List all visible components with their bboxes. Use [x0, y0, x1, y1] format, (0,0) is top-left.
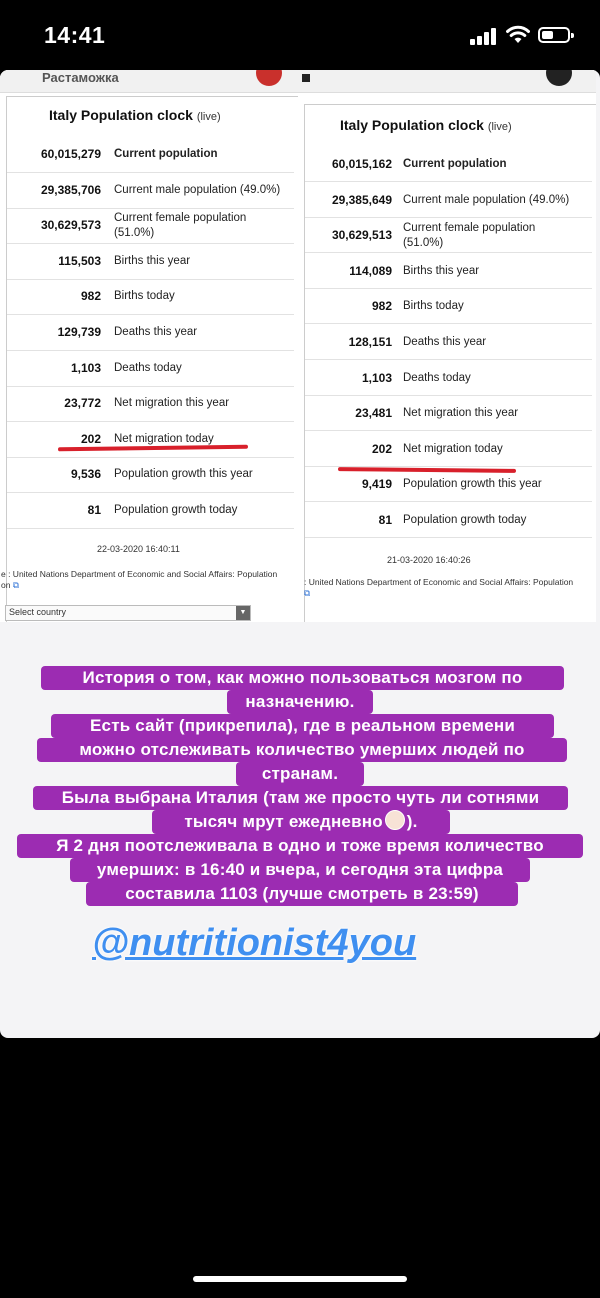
- stat-value: 30,629,513: [331, 228, 392, 243]
- chevron-down-icon: ▼: [236, 606, 250, 620]
- caption-line: составила 1103 (лучше смотреть в 23:59): [86, 882, 518, 906]
- panel-title: [340, 117, 512, 133]
- battery-icon: [538, 27, 570, 43]
- source-text: [304, 577, 573, 599]
- stat-label-line-2: (51.0%): [403, 237, 444, 250]
- caption-line: назначению.: [227, 690, 373, 714]
- caption-line: История о том, как можно пользоваться мозгом по: [41, 666, 564, 690]
- panel-title-text: Italy Population clock: [49, 107, 193, 123]
- population-clock-panel: [304, 104, 596, 622]
- stat-value: 81: [378, 513, 392, 527]
- stat-label: Current population: [403, 158, 507, 170]
- source-line-2: [1, 580, 277, 591]
- select-country-text: Select country: [9, 607, 67, 617]
- stat-row: [305, 288, 592, 324]
- stat-value: 81: [87, 503, 101, 517]
- stat-row: [305, 360, 592, 396]
- wifi-icon: [506, 24, 530, 44]
- home-indicator[interactable]: [193, 1276, 407, 1282]
- cropped-header: [298, 70, 596, 93]
- caption-line-text: тысяч мрут ежедневно: [184, 812, 383, 831]
- timestamp: 22-03-2020 16:40:11: [97, 544, 180, 554]
- stat-label: Deaths this year: [114, 326, 198, 338]
- stat-value: 114,089: [349, 263, 392, 278]
- stat-label: [114, 211, 246, 241]
- stat-label: Current male population (49.0%): [403, 193, 570, 206]
- panel-title: [49, 107, 221, 123]
- stat-value: 9,419: [361, 477, 392, 492]
- stat-value: 202: [371, 441, 392, 456]
- cropped-header-text: Растаможка: [42, 70, 119, 85]
- select-country-dropdown[interactable]: [5, 605, 251, 621]
- stat-label: Deaths today: [114, 361, 182, 374]
- stat-label: Net migration this year: [403, 407, 519, 420]
- stat-row: [305, 217, 592, 253]
- stat-value: 129,739: [57, 325, 101, 339]
- stat-value: 60,015,162: [331, 157, 392, 171]
- stat-row: [305, 431, 592, 467]
- stat-value: 30,629,573: [40, 218, 101, 233]
- live-label: (live): [487, 121, 512, 133]
- stat-label: Births this year: [114, 254, 191, 267]
- cropped-logo-icon: [546, 70, 572, 86]
- stat-label: Births today: [114, 290, 175, 303]
- caption-line: Была выбрана Италия (там же просто чуть ли сотнями: [33, 786, 568, 810]
- stat-value: 1,103: [361, 370, 392, 385]
- stat-label: Current population: [114, 148, 218, 160]
- stat-value: 60,015,279: [40, 147, 101, 161]
- caption-line-text: ).: [406, 812, 418, 831]
- stat-row: [7, 457, 294, 493]
- caption-line: странам.: [236, 762, 364, 786]
- stat-row: [7, 244, 294, 280]
- cropped-square-icon: [302, 74, 310, 82]
- stat-row: [305, 324, 592, 360]
- status-time: 14:41: [44, 22, 106, 48]
- caption-line: Есть сайт (прикрепила), где в реальном времени: [51, 714, 554, 738]
- stat-label: Deaths this year: [403, 336, 487, 348]
- stat-label: Current male population (49.0%): [114, 183, 281, 196]
- stat-label: Births today: [403, 300, 464, 313]
- stat-value: 115,503: [58, 253, 101, 268]
- stat-label: Population growth this year: [114, 468, 253, 481]
- population-clock-panel: [1, 96, 298, 622]
- stat-row: [7, 493, 294, 529]
- stat-row: [7, 422, 294, 458]
- caption-line: [152, 810, 450, 834]
- stat-label: [403, 221, 535, 251]
- population-clock-screenshot-left: [0, 70, 298, 622]
- stat-label: Net migration today: [403, 442, 503, 455]
- stat-row: [305, 395, 592, 431]
- caption-line: умерших: в 16:40 и вчера, и сегодня эта цифра: [70, 858, 530, 882]
- cellular-signal-icon: [470, 27, 500, 45]
- stat-row: [305, 146, 592, 182]
- stat-label: Population growth this year: [403, 478, 542, 491]
- mention-sticker[interactable]: @nutritionist4you: [92, 922, 417, 964]
- stat-row: [305, 502, 592, 538]
- stat-row: [7, 137, 294, 173]
- external-link-icon[interactable]: ⧉: [304, 588, 311, 598]
- stat-label: Net migration this year: [114, 397, 230, 410]
- stat-value: 23,772: [64, 396, 101, 411]
- stat-label-line-1: Current female population: [114, 212, 247, 225]
- stat-value: 23,481: [355, 406, 392, 421]
- stat-row: [7, 315, 294, 351]
- stat-label: Net migration today: [114, 432, 214, 445]
- panel-title-text: Italy Population clock: [340, 117, 484, 133]
- source-line-2: [304, 588, 573, 599]
- stat-label: Births this year: [403, 264, 480, 277]
- stat-value: 128,151: [348, 335, 392, 349]
- stat-value: 202: [80, 431, 101, 446]
- stat-value: 1,103: [70, 360, 101, 375]
- stat-label: Deaths today: [403, 371, 471, 384]
- caption-line: Я 2 дня поотслеживала в одно и тоже время количество: [17, 834, 583, 858]
- timestamp: 21-03-2020 16:40:26: [387, 555, 471, 565]
- population-clock-screenshot-right: [298, 70, 596, 622]
- stat-label-line-2: (51.0%): [114, 227, 155, 240]
- stat-label: Population growth today: [403, 514, 527, 526]
- stat-row: [7, 279, 294, 315]
- external-link-icon[interactable]: ⧉: [12, 580, 19, 590]
- stat-row: [7, 173, 294, 209]
- stat-row: [305, 253, 592, 289]
- stat-value: 29,385,649: [331, 192, 392, 207]
- stat-row: [305, 182, 592, 218]
- stat-value: 982: [80, 289, 101, 304]
- status-bar: [0, 0, 600, 70]
- story-card: [0, 70, 600, 1038]
- stat-label: Population growth today: [114, 504, 238, 516]
- stat-value: 982: [371, 299, 392, 314]
- stat-row: [7, 208, 294, 244]
- source-line-1: e : United Nations Department of Economic and Social Affairs: Population: [1, 569, 278, 579]
- stat-row: [7, 351, 294, 387]
- source-text: [1, 569, 277, 591]
- stat-label-line-1: Current female population: [403, 222, 536, 235]
- cropped-logo-icon: [256, 70, 282, 86]
- live-label: (live): [196, 111, 221, 123]
- source-line-2-text: on: [1, 580, 11, 590]
- source-line-1: : United Nations Department of Economic and Social Affairs: Population: [304, 577, 574, 587]
- stat-value: 29,385,706: [40, 182, 101, 197]
- stat-row: [7, 386, 294, 422]
- stat-value: 9,536: [70, 467, 101, 482]
- girl-emoji-icon: [385, 810, 405, 830]
- cropped-header: [0, 70, 298, 93]
- caption-line: можно отслеживать количество умерших людей по: [37, 738, 567, 762]
